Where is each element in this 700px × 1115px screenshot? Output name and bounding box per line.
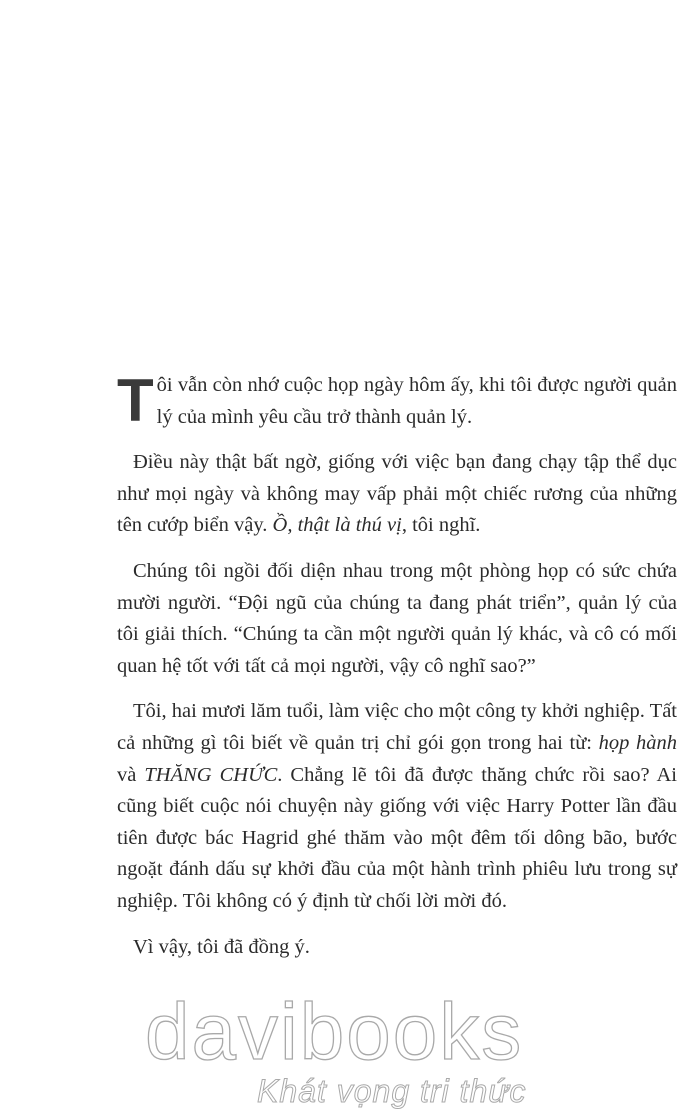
paragraph-2-text: Điều này thật bất ngờ, giống với việc bạn đang chạy tập thể dục như mọi ngày và không may vấp phải một chiếc rương của những tên cướp biển vậy. <box>117 451 677 537</box>
paragraph-1-text: ôi vẫn còn nhớ cuộc họp ngày hôm ấy, khi tôi được người quản lý của mình yêu cầu trở thành quản lý. <box>156 374 677 428</box>
paragraph-5-text: Vì vậy, tôi đã đồng ý. <box>133 935 310 958</box>
paragraph-2-italic: Ồ, thật là thú vị <box>272 514 402 537</box>
drop-cap: T <box>117 367 154 434</box>
paragraph-4-text-b: và <box>117 763 145 786</box>
paragraph-1 <box>117 367 677 434</box>
watermark-brand: davibooks <box>145 987 524 1076</box>
paragraph-4-text-c: . Chẳng lẽ tôi đã được thăng chức rồi sao? Ai cũng biết cuộc nói chuyện này giống với việc Harry Potter lần đầu tiên được bác Hagrid ghé thăm vào một đêm tối dông bão, bước ngoặt đánh dấu sự khởi đầu của một hành trình phiêu lưu trong sự nghiệp. Tôi không có ý định từ chối lời mời đó. <box>117 763 678 912</box>
paragraph-2 <box>117 447 677 542</box>
paragraph-5 <box>117 932 677 964</box>
paragraph-4-text-a: Tôi, hai mươi lăm tuổi, làm việc cho một công ty khởi nghiệp. Tất cả những gì tôi biết về quản trị chỉ gói gọn trong hai từ: <box>117 700 677 754</box>
publisher-watermark <box>145 987 700 1109</box>
paragraph-4-italic-b: THĂNG CHỨC <box>144 763 278 786</box>
paragraph-3 <box>117 556 677 682</box>
paragraph-4-italic-a: họp hành <box>598 731 678 754</box>
watermark-tagline: Khát vọng tri thức <box>257 1073 527 1109</box>
paragraph-4 <box>117 696 677 917</box>
page-body <box>117 367 678 977</box>
paragraph-3-text: Chúng tôi ngồi đối diện nhau trong một phòng họp có sức chứa mười người. “Đội ngũ của chúng ta đang phát triển”, quản lý của tôi giải thích. “Chúng ta cần một người quản lý khác, và cô có mối quan hệ tốt với tất cả mọi người, vậy cô nghĩ sao?” <box>117 559 677 677</box>
paragraph-2-tail: , tôi nghĩ. <box>401 514 481 537</box>
